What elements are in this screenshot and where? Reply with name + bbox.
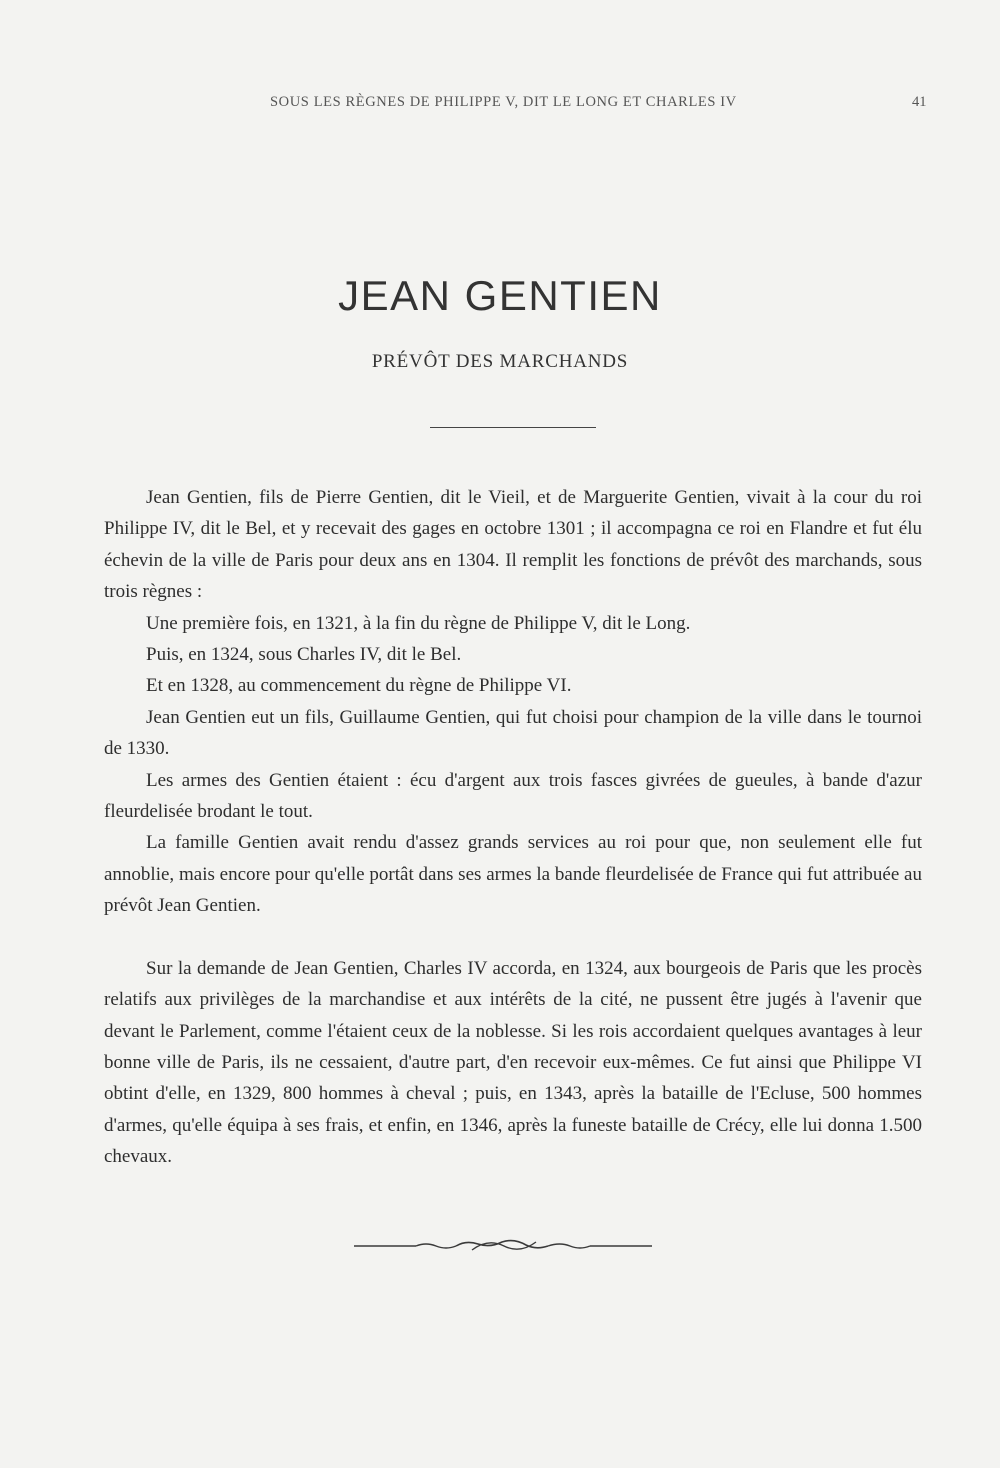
running-title: SOUS LES RÈGNES DE PHILIPPE V, DIT LE LONG ET CHARLES IV	[270, 94, 737, 110]
paragraph: Jean Gentien eut un fils, Guillaume Gentien, qui fut choisi pour champion de la ville dans le tournoi de 1330.	[104, 706, 922, 760]
paragraph: La famille Gentien avait rendu d'assez grands services au roi pour que, non seulement elle fut annoblie, mais encore pour qu'elle portât dans ses armes la bande fleurdelisée de France qui fut attribuée au prévôt Jean Gentien.	[104, 832, 922, 917]
paragraph: Jean Gentien, fils de Pierre Gentien, dit le Vieil, et de Marguerite Gentien, vivait à la cour du roi Philippe IV, dit le Bel, et y recevait des gages en octobre 1301 ; il accompagna ce roi en Flandre et fut élu échevin de la ville de Paris pour deux ans en 1304. Il remplit les fonctions de prévôt des marchands, sous trois règnes :	[104, 487, 922, 603]
paragraph: Et en 1328, au commencement du règne de Philippe VI.	[146, 675, 572, 697]
chapter-subtitle: PRÉVÔT DES MARCHANDS	[371, 351, 629, 372]
end-ornament	[354, 1236, 652, 1256]
chapter-title: JEAN GENTIEN	[338, 272, 662, 319]
body-text	[104, 482, 922, 1173]
paragraph: Une première fois, en 1321, à la fin du règne de Philippe V, dit le Long.	[146, 612, 691, 634]
paragraph: Les armes des Gentien étaient : écu d'argent aux trois fasces givrées de gueules, à bande d'azur fleurdelisée brodant le tout.	[104, 769, 922, 823]
paragraph: Sur la demande de Jean Gentien, Charles IV accorda, en 1324, aux bourgeois de Paris que les procès relatifs aux privilèges de la marchandise et aux intérêts de la cité, ne pussent être jugés à l'avenir que devant le Parlement, comme l'étaient ceux de la noblesse. Si les rois accordaient quelques avantages à leur bonne ville de Paris, ils ne cessaient, d'autre part, d'en recevoir eux-mêmes. Ce fut ainsi que Philippe VI obtint d'elle, en 1329, 800 hommes à cheval ; puis, en 1343, après la bataille de l'Ecluse, 500 hommes d'armes, qu'elle équipa à ses frais, et enfin, en 1346, après la funeste bataille de Crécy, elle lui donna 1.500 chevaux.	[104, 957, 922, 1168]
paragraph: Puis, en 1324, sous Charles IV, dit le Bel.	[146, 644, 462, 666]
page-number: 41	[912, 94, 927, 110]
running-head	[0, 94, 1000, 118]
title-rule	[430, 427, 596, 428]
